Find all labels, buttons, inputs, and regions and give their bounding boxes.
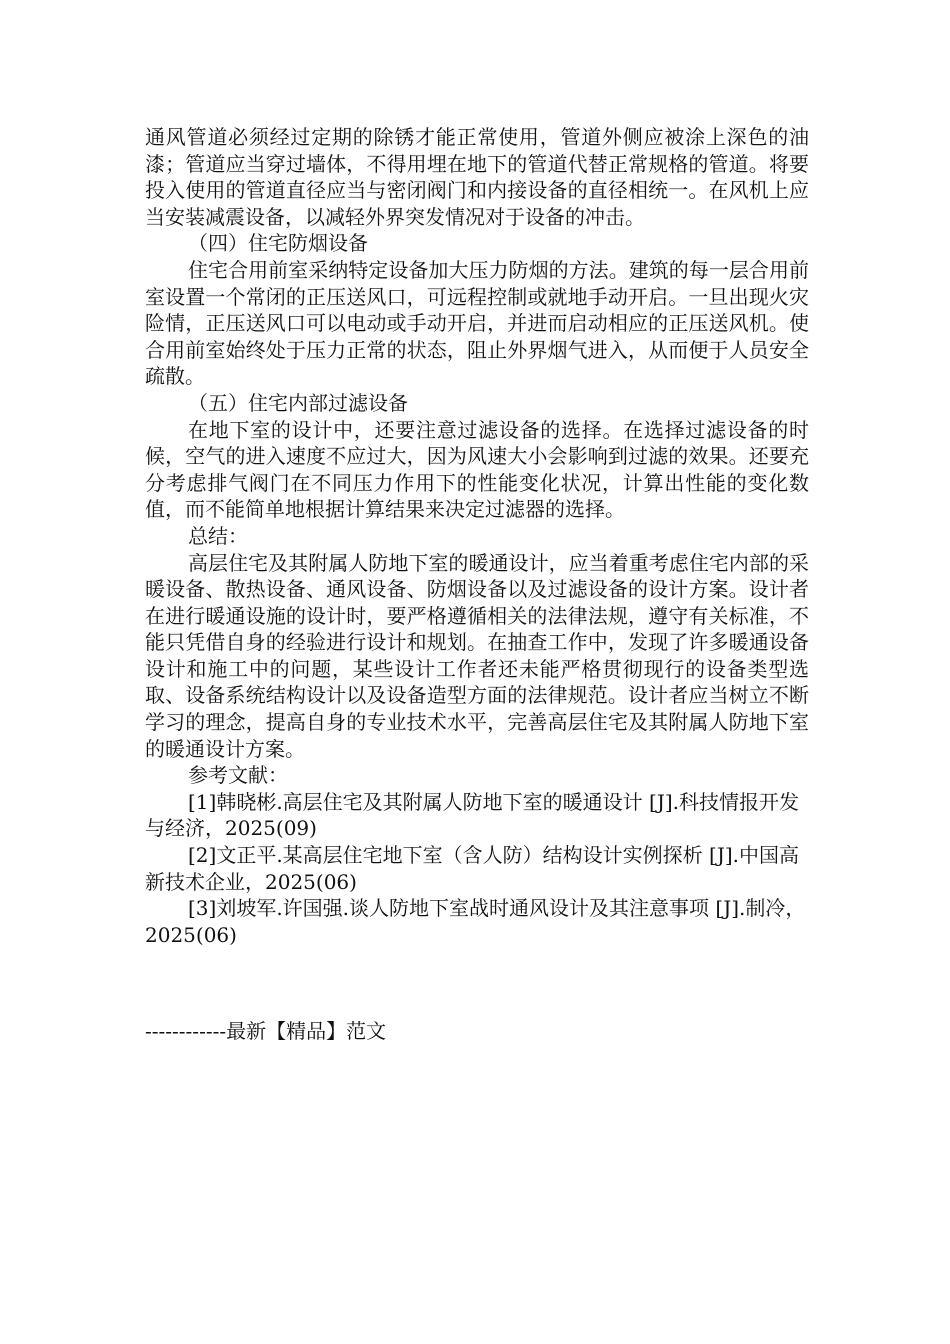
section-heading-smoke-prevention: （四）住宅防烟设备 [188, 231, 368, 256]
document-body [145, 124, 809, 948]
references-heading: 参考文献： [188, 763, 288, 788]
reference-item-3: [3]刘坡军.许国强.谈人防地下室战时通风设计及其注意事项 [J].制冷，2025(06) [145, 896, 806, 947]
paragraph-summary: 高层住宅及其附属人防地下室的暖通设计，应当着重考虑住宅内部的采暖设备、散热设备、通风设备、防烟设备以及过滤设备的设计方案。设计者在进行暖通设施的设计时，要严格遵循相关的法律法规，遵守有关标准，不能只凭借自身的经验进行设计和规划。在抽查工作中，发现了许多暖通设备设计和施工中的问题，某些设计工作者还未能严格贯彻现行的设备类型选取、设备系统结构设计以及设备造型方面的法律规范。设计者应当树立不断学习的理念，提高自身的专业技术水平，完善高层住宅及其附属人防地下室的暖通设计方案。 [145, 550, 809, 761]
page-footer: ------------最新【精品】范文 [145, 1019, 387, 1043]
section-heading-filtration: （五）住宅内部过滤设备 [188, 390, 408, 415]
paragraph-smoke-prevention: 住宅合用前室采纳特定设备加大压力防烟的方法。建筑的每一层合用前室设置一个常闭的正压送风口，可远程控制或就地手动开启。一旦出现火灾险情，正压送风口可以电动或手动开启，并进而启动相应的正压送风机。使合用前室始终处于压力正常的状态，阻止外界烟气进入，从而便于人员安全疏散。 [145, 257, 809, 389]
paragraph-filtration: 在地下室的设计中，还要注意过滤设备的选择。在选择过滤设备的时候，空气的进入速度不应过大，因为风速大小会影响到过滤的效果。还要充分考虑排气阀门在不同压力作用下的性能变化状况，计算出性能的变化数值，而不能简单地根据计算结果来决定过滤器的选择。 [145, 417, 809, 522]
reference-item-2: [2]文正平.某高层住宅地下室（含人防）结构设计实例探析 [J].中国高新技术企业，2025(06) [145, 843, 800, 894]
paragraph-ventilation-pipes: 通风管道必须经过定期的除锈才能正常使用，管道外侧应被涂上深色的油漆；管道应当穿过墙体，不得用埋在地下的管道代替正常规格的管道。将要投入使用的管道直径应当与密闭阀门和内接设备的直径相统一。在风机上应当安装减震设备，以减轻外界突发情况对于设备的冲击。 [145, 125, 809, 229]
summary-heading: 总结： [188, 523, 248, 548]
reference-item-1: [1]韩晓彬.高层住宅及其附属人防地下室的暖通设计 [J].科技情报开发与经济，2025(09) [145, 789, 800, 841]
